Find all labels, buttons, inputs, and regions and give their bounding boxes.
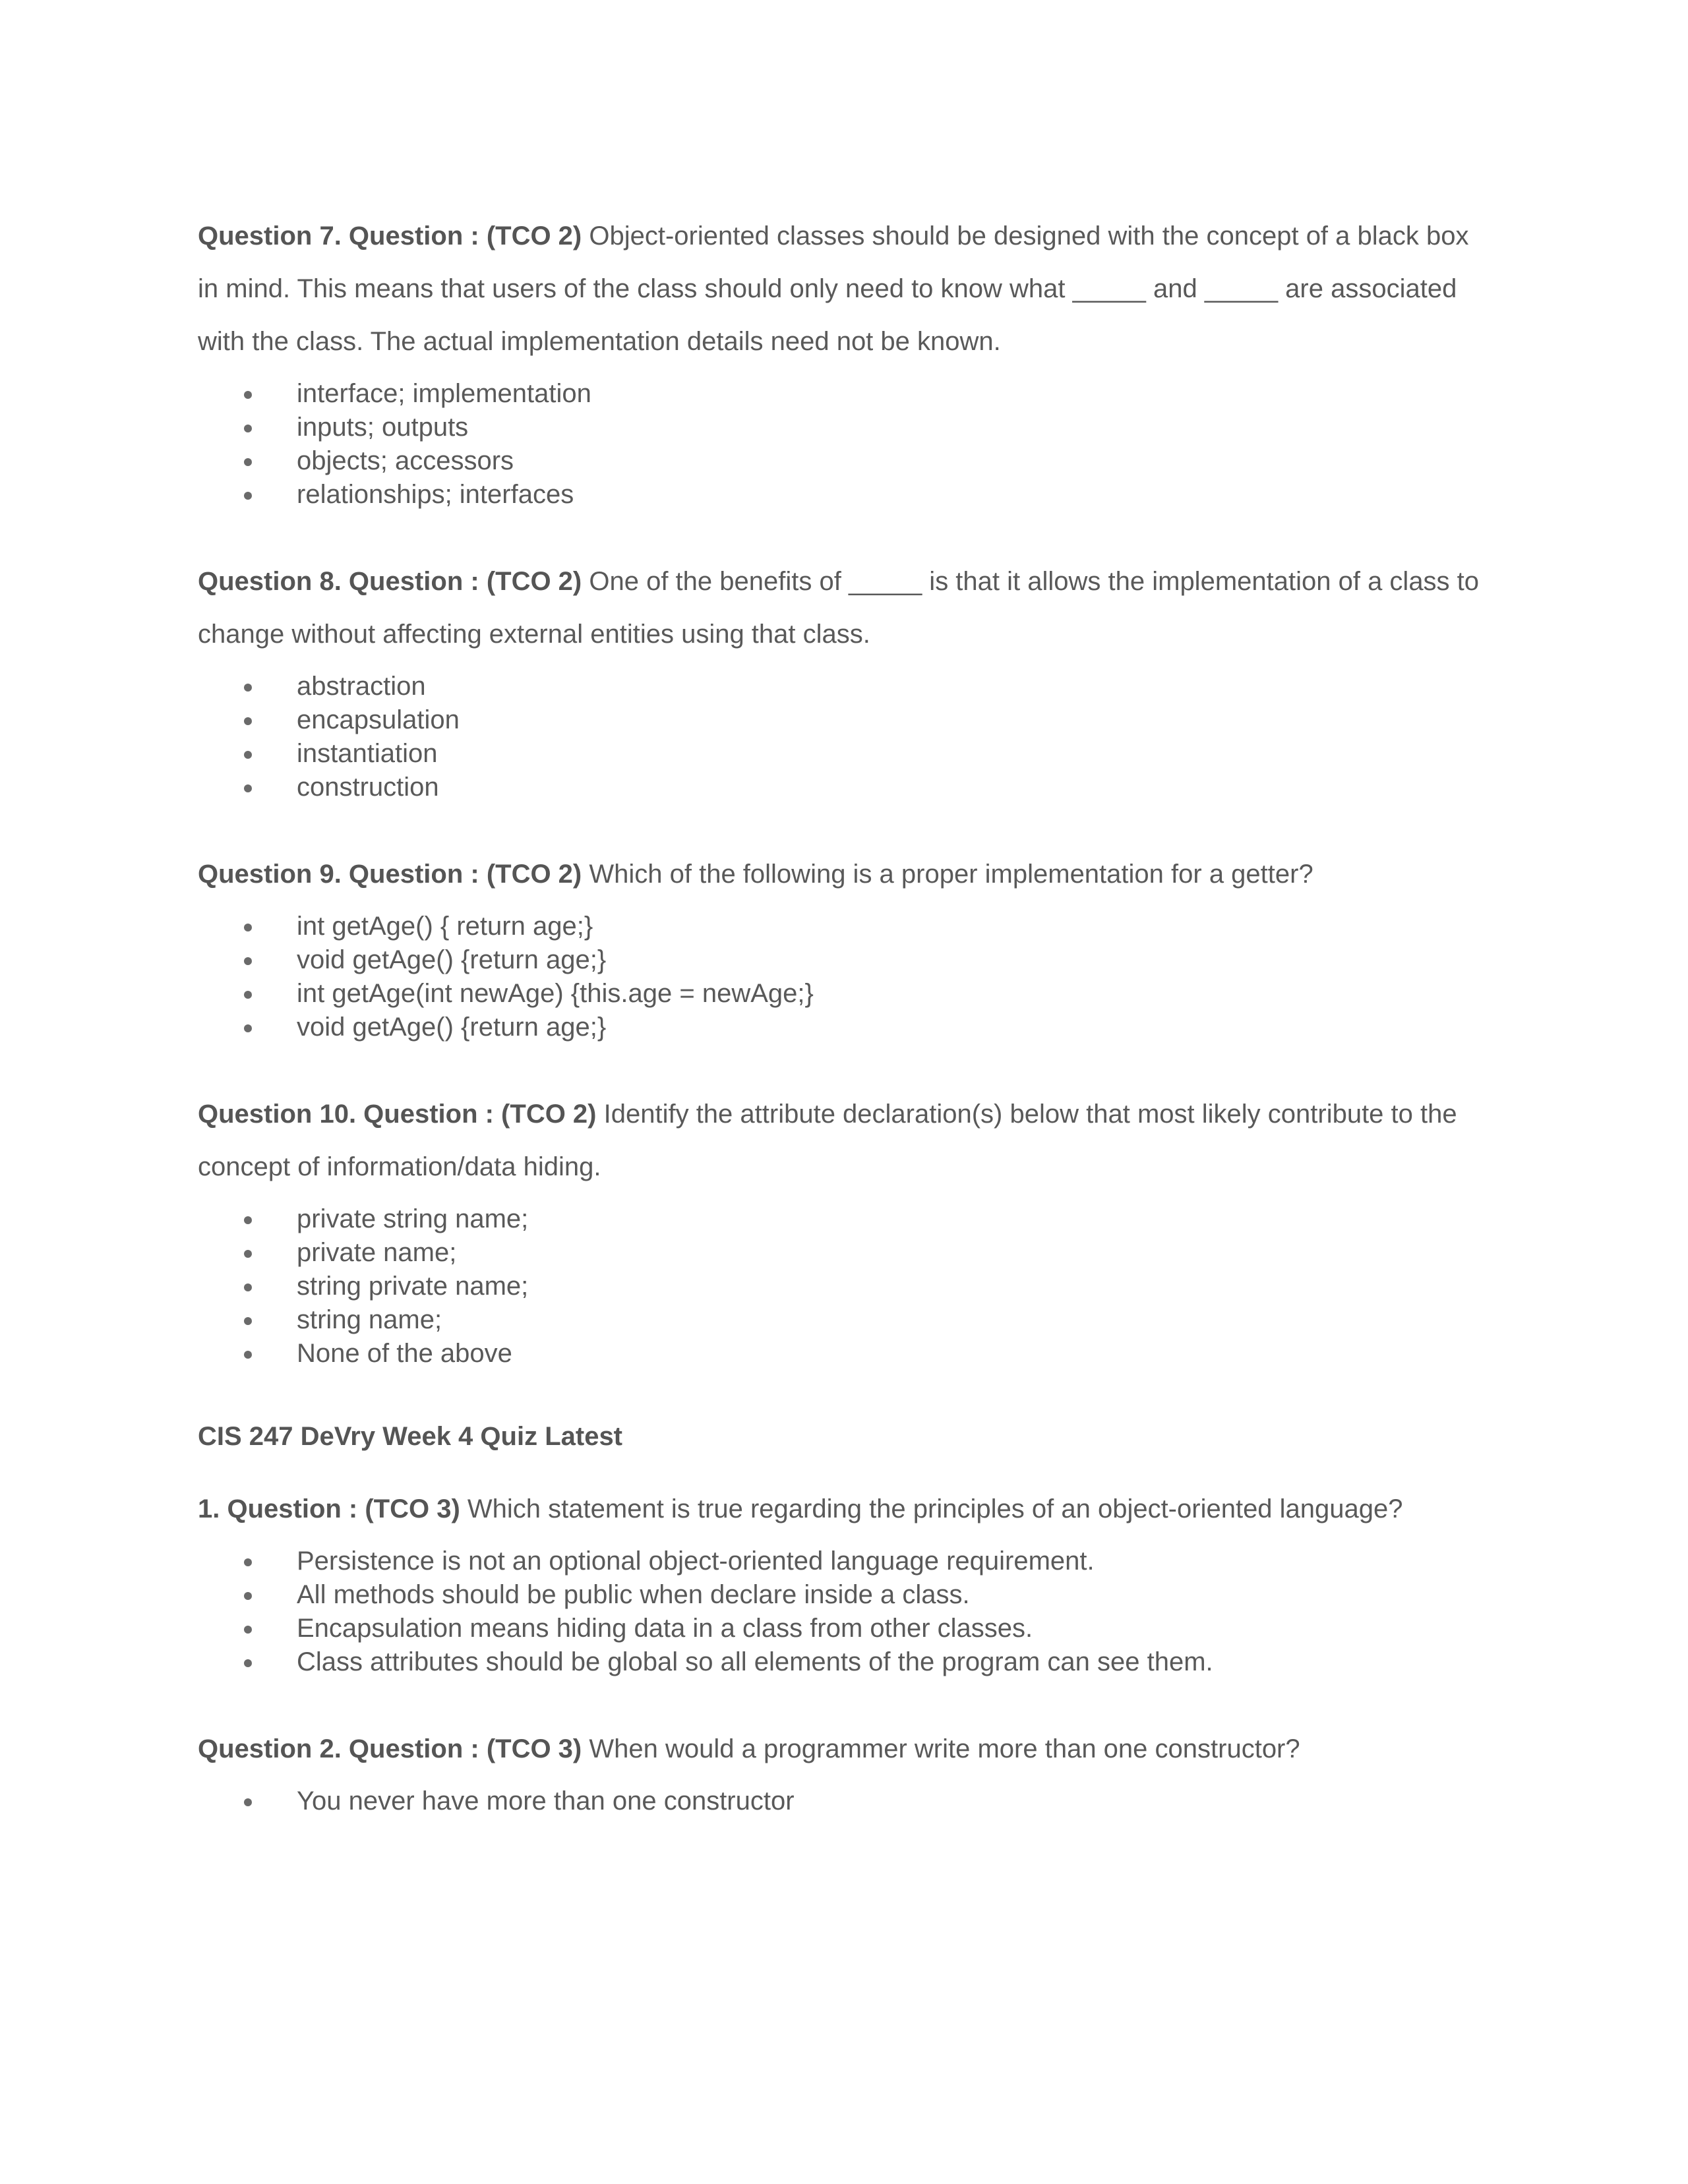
option-text: Class attributes should be global so all elements of the program can see them. (297, 1647, 1213, 1676)
bullet-icon (244, 684, 252, 692)
list-item (198, 910, 1490, 943)
option-text: inputs; outputs (297, 413, 469, 442)
list-item (198, 1578, 1490, 1612)
option-text: relationships; interfaces (297, 480, 574, 509)
list-item (198, 977, 1490, 1011)
question-label: Question 7. Question : (TCO 2) (198, 221, 582, 251)
option-text: string private name; (297, 1272, 529, 1301)
question-label: Question 2. Question : (TCO 3) (198, 1734, 582, 1763)
option-text: None of the above (297, 1339, 512, 1368)
week4-question-1-text (198, 1483, 1490, 1535)
list-item (198, 1270, 1490, 1303)
bullet-icon (244, 458, 252, 466)
option-text: int getAge(int newAge) {this.age = newAge;} (297, 979, 814, 1008)
option-text: private name; (297, 1238, 457, 1267)
list-item (198, 377, 1490, 411)
bullet-icon (244, 1024, 252, 1032)
document-content (198, 210, 1490, 1818)
question-10-options (198, 1202, 1490, 1371)
question-body: Identify the attribute declaration(s) below that most likely contribute to the concept of information/data hiding. (198, 1100, 1457, 1181)
list-item (198, 1545, 1490, 1578)
bullet-icon (244, 1558, 252, 1566)
bullet-icon (244, 1798, 252, 1806)
bullet-icon (244, 1626, 252, 1634)
option-text: All methods should be public when declare inside a class. (297, 1580, 970, 1609)
bullet-icon (244, 957, 252, 965)
week4-question-2-options (198, 1785, 1490, 1818)
option-text: objects; accessors (297, 446, 514, 475)
bullet-icon (244, 391, 252, 399)
bullet-icon (244, 1284, 252, 1291)
question-9-text (198, 848, 1490, 900)
week4-question-1-options (198, 1545, 1490, 1679)
list-item (198, 1011, 1490, 1044)
list-item (198, 1337, 1490, 1371)
question-7-text (198, 210, 1490, 368)
list-item (198, 1612, 1490, 1645)
question-body: When would a programmer write more than one constructor? (582, 1734, 1300, 1763)
question-7-options (198, 377, 1490, 512)
bullet-icon (244, 1659, 252, 1667)
question-9-options (198, 910, 1490, 1044)
list-item (198, 703, 1490, 737)
bullet-icon (244, 1250, 252, 1258)
option-text: string name; (297, 1305, 442, 1334)
option-text: void getAge() {return age;} (297, 945, 607, 974)
question-body: Object-oriented classes should be designed with the concept of a black box in mind. This means that users of the class should only need to know what _____ and _____ are associated with the class. The actual implementation details need not be known. (198, 221, 1469, 356)
bullet-icon (244, 1216, 252, 1224)
option-text: encapsulation (297, 705, 460, 734)
bullet-icon (244, 1317, 252, 1325)
option-text: int getAge() { return age;} (297, 912, 593, 941)
section-heading: CIS 247 DeVry Week 4 Quiz Latest (198, 1422, 623, 1451)
option-text: Persistence is not an optional object-oriented language requirement. (297, 1547, 1095, 1576)
list-item (198, 478, 1490, 512)
bullet-icon (244, 492, 252, 500)
question-body: Which of the following is a proper implementation for a getter? (582, 860, 1313, 889)
bullet-icon (244, 717, 252, 725)
list-item (198, 771, 1490, 804)
bullet-icon (244, 1351, 252, 1359)
bullet-icon (244, 751, 252, 759)
list-item (198, 1303, 1490, 1337)
option-text: private string name; (297, 1204, 529, 1233)
question-8-text (198, 555, 1490, 661)
list-item (198, 1785, 1490, 1818)
question-label: 1. Question : (TCO 3) (198, 1494, 460, 1523)
question-label: Question 9. Question : (TCO 2) (198, 860, 582, 889)
question-body: One of the benefits of _____ is that it allows the implementation of a class to change without affecting external entities using that class. (198, 567, 1480, 649)
list-item (198, 670, 1490, 703)
question-body: Which statement is true regarding the principles of an object-oriented language? (460, 1494, 1403, 1523)
option-text: You never have more than one constructor (297, 1786, 795, 1815)
list-item (198, 1236, 1490, 1270)
list-item (198, 1202, 1490, 1236)
question-8-options (198, 670, 1490, 804)
list-item (198, 1645, 1490, 1679)
question-10-text (198, 1088, 1490, 1193)
bullet-icon (244, 1592, 252, 1600)
bullet-icon (244, 924, 252, 931)
option-text: abstraction (297, 672, 426, 701)
bullet-icon (244, 425, 252, 432)
option-text: void getAge() {return age;} (297, 1013, 607, 1042)
option-text: instantiation (297, 739, 438, 768)
list-item (198, 444, 1490, 478)
list-item (198, 411, 1490, 444)
option-text: Encapsulation means hiding data in a class from other classes. (297, 1614, 1033, 1643)
bullet-icon (244, 991, 252, 999)
question-label: Question 8. Question : (TCO 2) (198, 567, 582, 596)
bullet-icon (244, 784, 252, 792)
list-item (198, 943, 1490, 977)
option-text: interface; implementation (297, 379, 591, 408)
week4-question-2-text (198, 1723, 1490, 1775)
question-label: Question 10. Question : (TCO 2) (198, 1100, 597, 1129)
list-item (198, 737, 1490, 771)
option-text: construction (297, 773, 439, 802)
